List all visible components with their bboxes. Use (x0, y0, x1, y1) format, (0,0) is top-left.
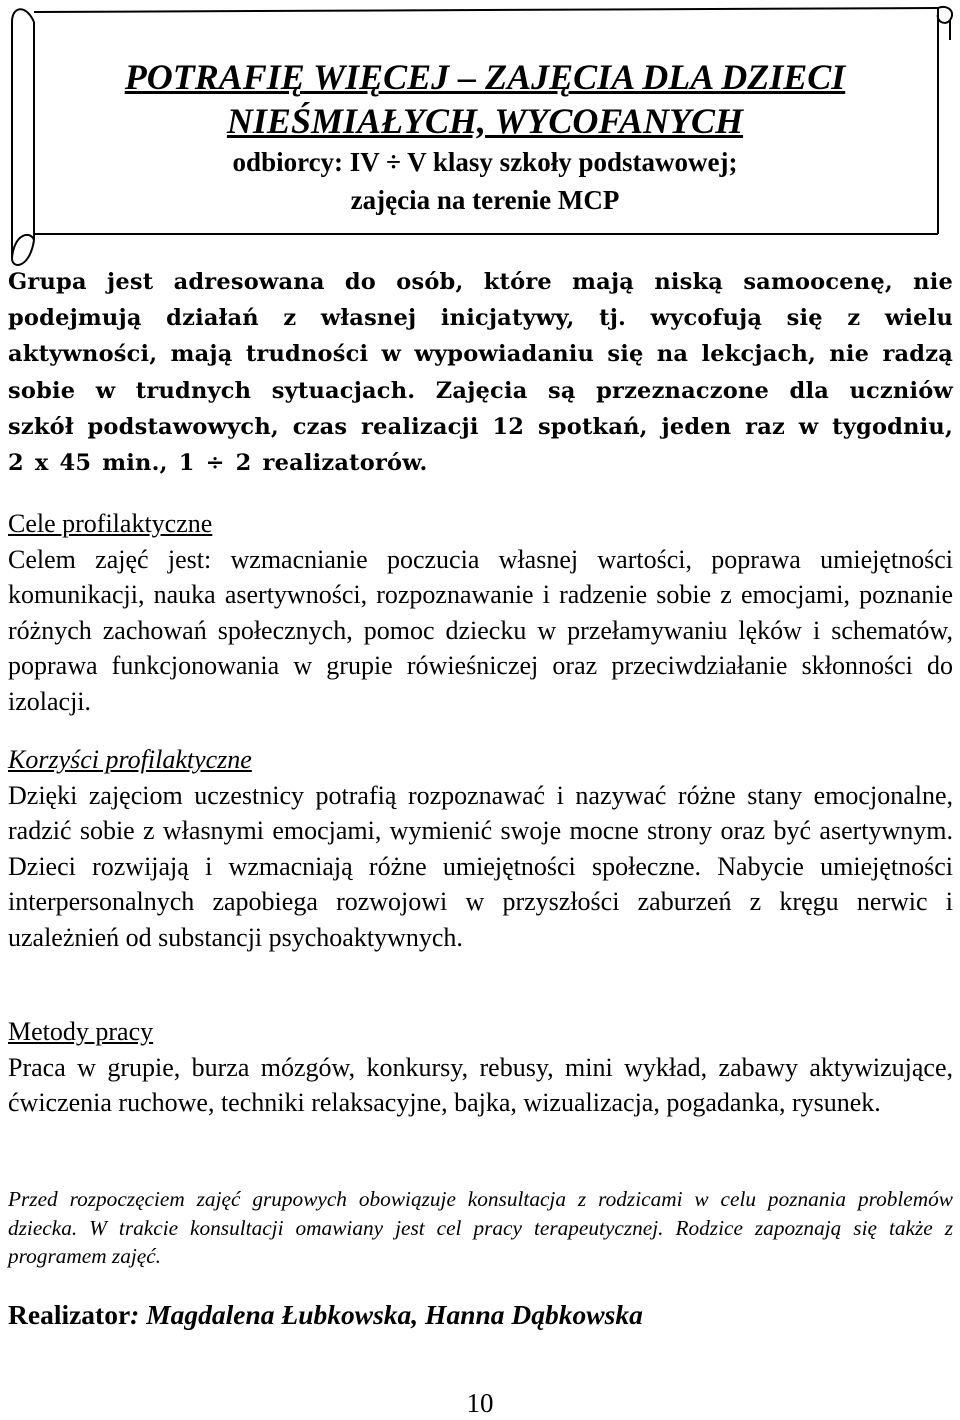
methods-section (8, 1014, 953, 1121)
benefits-text: Dzięki zajęciom uczestnicy potrafią rozpoznawać i nazywać różne stany emocjonalne, radzić sobie z własnymi emocjami, wymienić swoje mocne strony oraz być asertywnym. Dzieci rozwijają i wzmacniają różne umiejętności społeczne. Nabycie umiejętności interpersonalnych zapobiega rozwojowi w przyszłości zaburzeń z kręgu nerwic i uzależnień od substancji psychoaktywnych. (8, 780, 953, 952)
realizator-label: Realizator (8, 1299, 131, 1330)
goals-section (8, 506, 953, 720)
methods-heading: Metody pracy (8, 1017, 154, 1046)
methods-text: Praca w grupie, burza mózgów, konkursy, rebusy, mini wykład, zabawy aktywizujące, ćwiczenia ruchowe, techniki relaksacyjne, bajka, wizualizacja, pogadanka, rysunek. (8, 1052, 953, 1118)
realizator-line (8, 1297, 953, 1333)
realizator-names: : Magdalena Łubkowska, Hanna Dąbkowska (130, 1299, 643, 1330)
title-block (60, 55, 910, 219)
goals-text: Celem zajęć jest: wzmacnianie poczucia własnej wartości, poprawa umiejętności komunikacji, nauka asertywności, rozpoznawanie i radzenie sobie z emocjami, poznanie różnych zachowań społecznych, pomoc dziecku w przełamywaniu lęków i schematów, poprawa funkcjonowania w grupie rówieśniczej oraz przeciwdziałanie skłonności do izolacji. (8, 544, 953, 716)
title-line-1: POTRAFIĘ WIĘCEJ – ZAJĘCIA DLA DZIECI (124, 57, 846, 97)
benefits-heading: Korzyści profilaktyczne (8, 745, 252, 774)
subtitle-line-2: zajęcia na terenie MCP (350, 185, 620, 215)
consultation-note: Przed rozpoczęciem zajęć grupowych obowiązuje konsultacja z rodzicami w celu poznania problemów dziecka. W trakcie konsultacji omawiany jest cel pracy terapeutycznej. Rodzice zapoznają się także z programem zajęć. (8, 1187, 953, 1269)
subtitle-line-1: odbiorcy: IV ÷ V klasy szkoły podstawowej; (232, 147, 738, 177)
benefits-section (8, 742, 953, 956)
page-number: 10 (466, 1388, 494, 1418)
goals-heading: Cele profilaktyczne (8, 509, 213, 538)
intro-paragraph: Grupa jest adresowana do osób, które mają niską samoocenę, nie podejmują działań z własnej inicjatywy, tj. wycofują się z wielu aktywności, mają trudności w wypowiadaniu się na lekcjach, nie radzą sobie w trudnych sytuacjach. Zajęcia są przeznaczone dla uczniów szkół podstawowych, czas realizacji 12 spotkań, jeden raz w tygodniu, 2 x 45 min., 1 ÷ 2 realizatorów. (8, 269, 953, 477)
title-line-2: NIEŚMIAŁYCH, WYCOFANYCH (226, 101, 744, 141)
